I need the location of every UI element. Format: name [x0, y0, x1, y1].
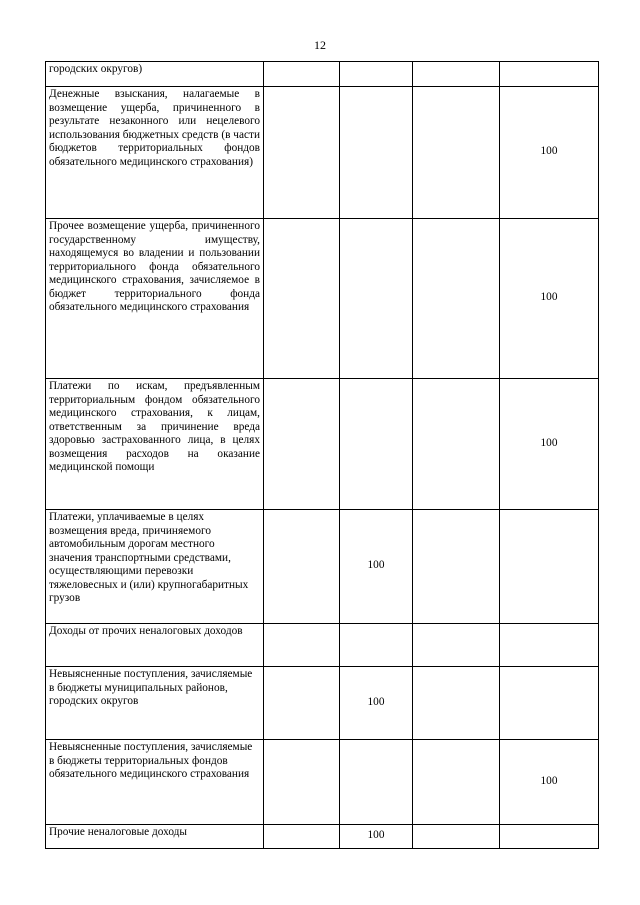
table-row — [46, 379, 599, 510]
table-row — [46, 825, 599, 849]
value-cell — [340, 740, 413, 825]
row-description: Денежные взыскания, налагаемые в возмещение ущерба, причиненного в результате незаконного или нецелевого использования бюджетных средств (в части бюджетов территориальных фондов обязательного медицинского страхования) — [46, 87, 264, 219]
value-cell — [264, 219, 340, 379]
table-row — [46, 219, 599, 379]
value-cell — [340, 379, 413, 510]
value-cell — [340, 624, 413, 667]
row-description: Доходы от прочих неналоговых доходов — [46, 624, 264, 667]
value-cell: 100 — [340, 667, 413, 740]
value-cell — [500, 825, 599, 849]
value-cell — [413, 87, 500, 219]
row-description: Прочие неналоговые доходы — [46, 825, 264, 849]
value-cell — [264, 667, 340, 740]
row-description: Платежи по искам, предъявленным территориальным фондом обязательного медицинского страхования, к лицам, ответственным за причинение вреда здоровью застрахованного лица, в целях возмещения расходов на оказание медицинской помощи — [46, 379, 264, 510]
table-row — [46, 510, 599, 624]
value-cell — [264, 740, 340, 825]
value-cell: 100 — [340, 825, 413, 849]
value-cell — [264, 379, 340, 510]
table-row — [46, 667, 599, 740]
row-description: городских округов) — [46, 62, 264, 87]
table-row — [46, 87, 599, 219]
value-cell — [413, 667, 500, 740]
row-description: Платежи, уплачиваемые в целях возмещения вреда, причиняемого автомобильным дорогам местного значения транспортными средствами, осуществляющими перевозки тяжеловесных и (или) крупногабаритных грузов — [46, 510, 264, 624]
value-cell — [264, 510, 340, 624]
value-cell — [264, 624, 340, 667]
page-number: 12 — [314, 38, 326, 52]
value-cell — [340, 219, 413, 379]
value-cell: 100 — [340, 510, 413, 624]
value-cell: 100 — [500, 219, 599, 379]
value-cell: 100 — [500, 87, 599, 219]
value-cell — [413, 740, 500, 825]
value-cell — [500, 667, 599, 740]
value-cell — [500, 62, 599, 87]
row-description: Невыясненные поступления, зачисляемые в бюджеты территориальных фондов обязательного медицинского страхования — [46, 740, 264, 825]
value-cell — [413, 825, 500, 849]
row-description: Невыясненные поступления, зачисляемые в бюджеты муниципальных районов, городских округов — [46, 667, 264, 740]
value-cell — [264, 87, 340, 219]
value-cell — [413, 379, 500, 510]
value-cell — [264, 825, 340, 849]
value-cell: 100 — [500, 740, 599, 825]
value-cell — [413, 62, 500, 87]
value-cell — [264, 62, 340, 87]
revenue-distribution-table — [45, 61, 599, 849]
value-cell — [340, 62, 413, 87]
row-description: Прочее возмещение ущерба, причиненного государственному имуществу, находящемуся во владении и пользовании территориального фонда обязательного медицинского страхования, зачисляемое в бюджет территориального фонда обязательного медицинского страхования — [46, 219, 264, 379]
value-cell — [500, 510, 599, 624]
value-cell: 100 — [500, 379, 599, 510]
value-cell — [413, 219, 500, 379]
value-cell — [340, 87, 413, 219]
table-row — [46, 624, 599, 667]
table-row — [46, 62, 599, 87]
table-row — [46, 740, 599, 825]
value-cell — [413, 510, 500, 624]
value-cell — [500, 624, 599, 667]
value-cell — [413, 624, 500, 667]
